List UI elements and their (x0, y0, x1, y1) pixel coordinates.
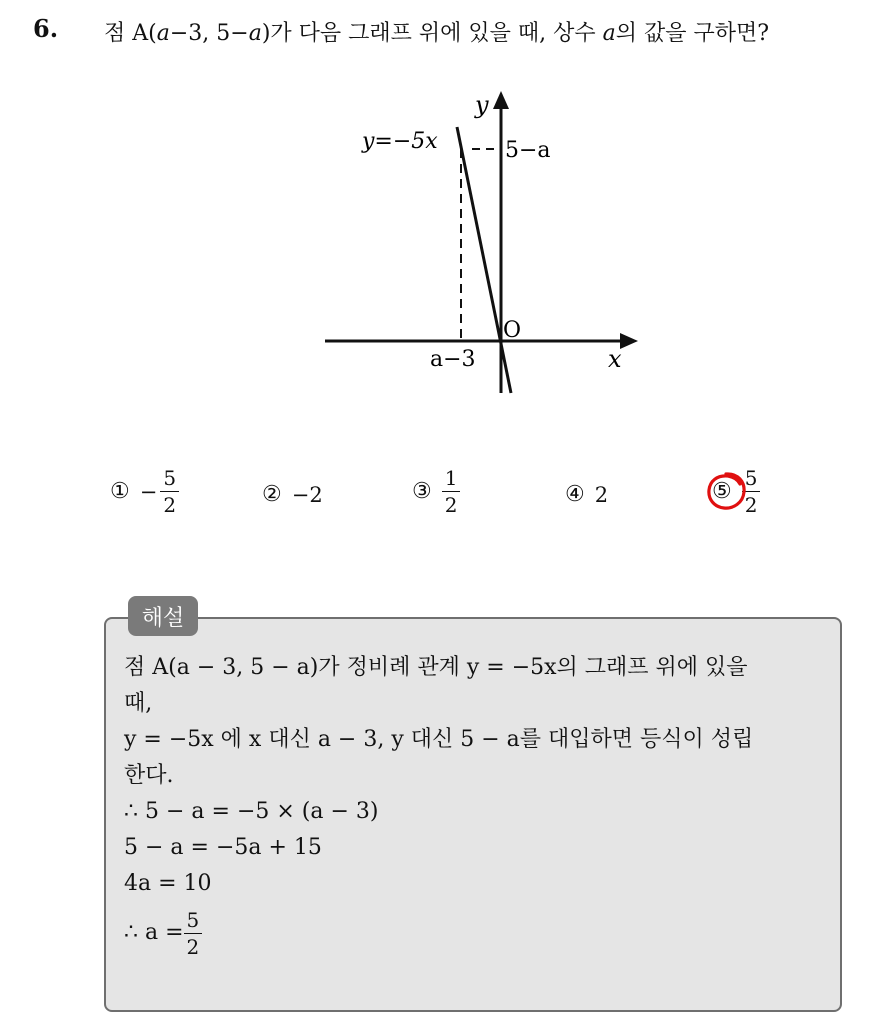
solution-text (124, 650, 834, 964)
selected-circle-mark (704, 469, 748, 513)
question-text: 점 A(a−3, 5−a)가 다음 그래프 위에 있을 때, 상수 a의 값을 구하면? (104, 21, 770, 46)
x-axis-label: x (608, 345, 622, 373)
solution-line-5: ∴ 5 − a = −5 × (a − 3) (124, 799, 379, 824)
solution-line-3: y = −5x 에 x 대신 a − 3, y 대신 5 − a를 대입하면 등식이 성립 (124, 727, 754, 752)
eq-label: y=−5x (362, 129, 438, 154)
answer-choices (0, 468, 884, 528)
solution-tag: 해설 (128, 596, 198, 636)
solution-line-1: 점 A(a − 3, 5 − a)가 정비례 관계 y = −5x의 그래프 위에 있을 (124, 655, 748, 680)
question-number: 6. (33, 14, 59, 43)
solution-line-2: 때, (124, 691, 153, 716)
y-axis-label: y (475, 91, 489, 119)
choice-3[interactable]: ③ $\frac{1}{2}$ (412, 468, 460, 515)
solution-line-6: 5 − a = −5a + 15 (124, 835, 322, 860)
choice-4[interactable]: ④ 2 (565, 482, 609, 507)
choice-5[interactable]: ⑤ $\frac{5}{2}$ (712, 468, 760, 515)
graph (310, 85, 650, 405)
choice-1[interactable]: ① − $\frac{5}{2}$ (110, 468, 179, 515)
origin-label: O (503, 318, 522, 343)
choice-2[interactable]: ② −2 (262, 482, 323, 507)
y-mark-label: 5−a (505, 138, 551, 163)
x-mark-label: a−3 (430, 347, 476, 372)
solution-line-8: ∴ a = $\frac{5}{2}$ (124, 902, 834, 964)
solution-line-4: 한다. (124, 763, 174, 788)
solution-line-7: 4a = 10 (124, 871, 212, 896)
